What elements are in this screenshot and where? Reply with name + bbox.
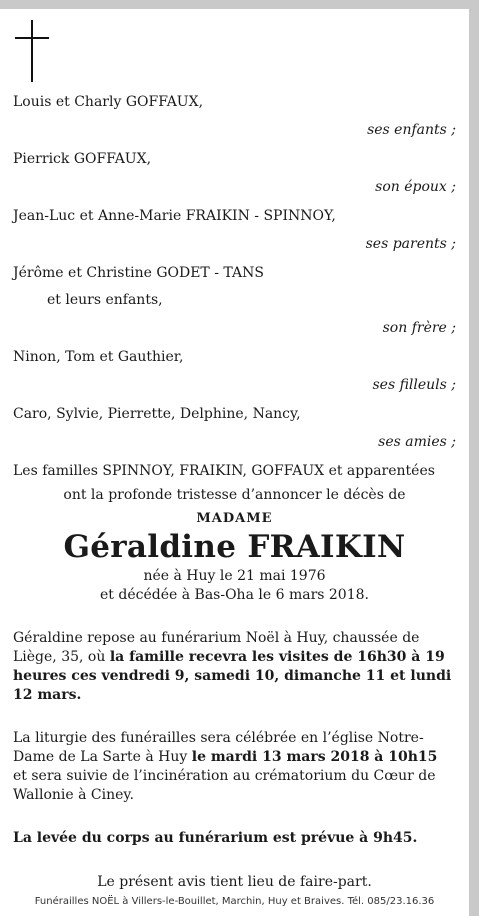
deceased-name: Géraldine FRAIKIN [63, 529, 406, 565]
liturgy-text: La liturgie des funérailles sera célébrée en l’église Notre-Dame de La Sarte à Huy [13, 730, 424, 765]
announcement-line-2: ont la profonde tristesse d’annoncer le décès de [63, 487, 406, 503]
family-names-friends: Caro, Sylvie, Pierrette, Delphine, Nancy, [13, 406, 301, 422]
family-names-brother: Jérôme et Christine GODET - TANS [13, 265, 264, 281]
family-names-godchildren: Ninon, Tom et Gauthier, [13, 349, 184, 365]
family-relation-husband: son époux ; [375, 179, 456, 195]
family-names-brother-children: et leurs enfants, [47, 292, 163, 308]
visitation-times: la famille recevra les visites de 16h30 à 19 heures ces vendredi 9, samedi 10, dimanche 11 et lundi 12 mars. [13, 649, 452, 703]
family-names-husband: Pierrick GOFFAUX, [13, 151, 152, 167]
funeral-home-footer: Funérailles NOËL à Villers-le-Bouillet, Marchin, Huy et Braives. Tél. 085/23.16.36 [34, 896, 435, 907]
liturgy-date: le mardi 13 mars 2018 à 10h15 [191, 749, 438, 765]
visitation-paragraph [13, 629, 453, 705]
family-relation-children: ses enfants ; [367, 122, 456, 138]
liturgy-paragraph [13, 729, 453, 805]
deceased-death: et décédée à Bas-Oha le 6 mars 2018. [100, 587, 369, 603]
visitation-text: Géraldine repose au funérarium Noël à Huy, chaussée de Liège, 35, où [13, 630, 420, 665]
family-relation-brother: son frère ; [382, 320, 456, 336]
closing-note: Le présent avis tient lieu de faire-part. [97, 874, 372, 890]
deceased-birth: née à Huy le 21 mai 1976 [143, 568, 326, 584]
family-names-parents: Jean-Luc et Anne-Marie FRAIKIN - SPINNOY, [13, 208, 336, 224]
family-relation-godchildren: ses filleuls ; [372, 377, 456, 393]
cross-icon [15, 20, 49, 82]
deceased-title: MADAME [196, 511, 273, 526]
family-relation-friends: ses amies ; [378, 434, 456, 450]
liturgy-text-end: et sera suivie de l’incinération au crématorium du Cœur de Wallonie à Ciney. [13, 768, 436, 803]
family-names-children: Louis et Charly GOFFAUX, [13, 94, 204, 110]
departure-notice: La levée du corps au funérarium est prévue à 9h45. [13, 830, 418, 846]
announcement-line-1: Les familles SPINNOY, FRAIKIN, GOFFAUX et apparentées [13, 463, 435, 479]
family-relation-parents: ses parents ; [365, 236, 456, 252]
